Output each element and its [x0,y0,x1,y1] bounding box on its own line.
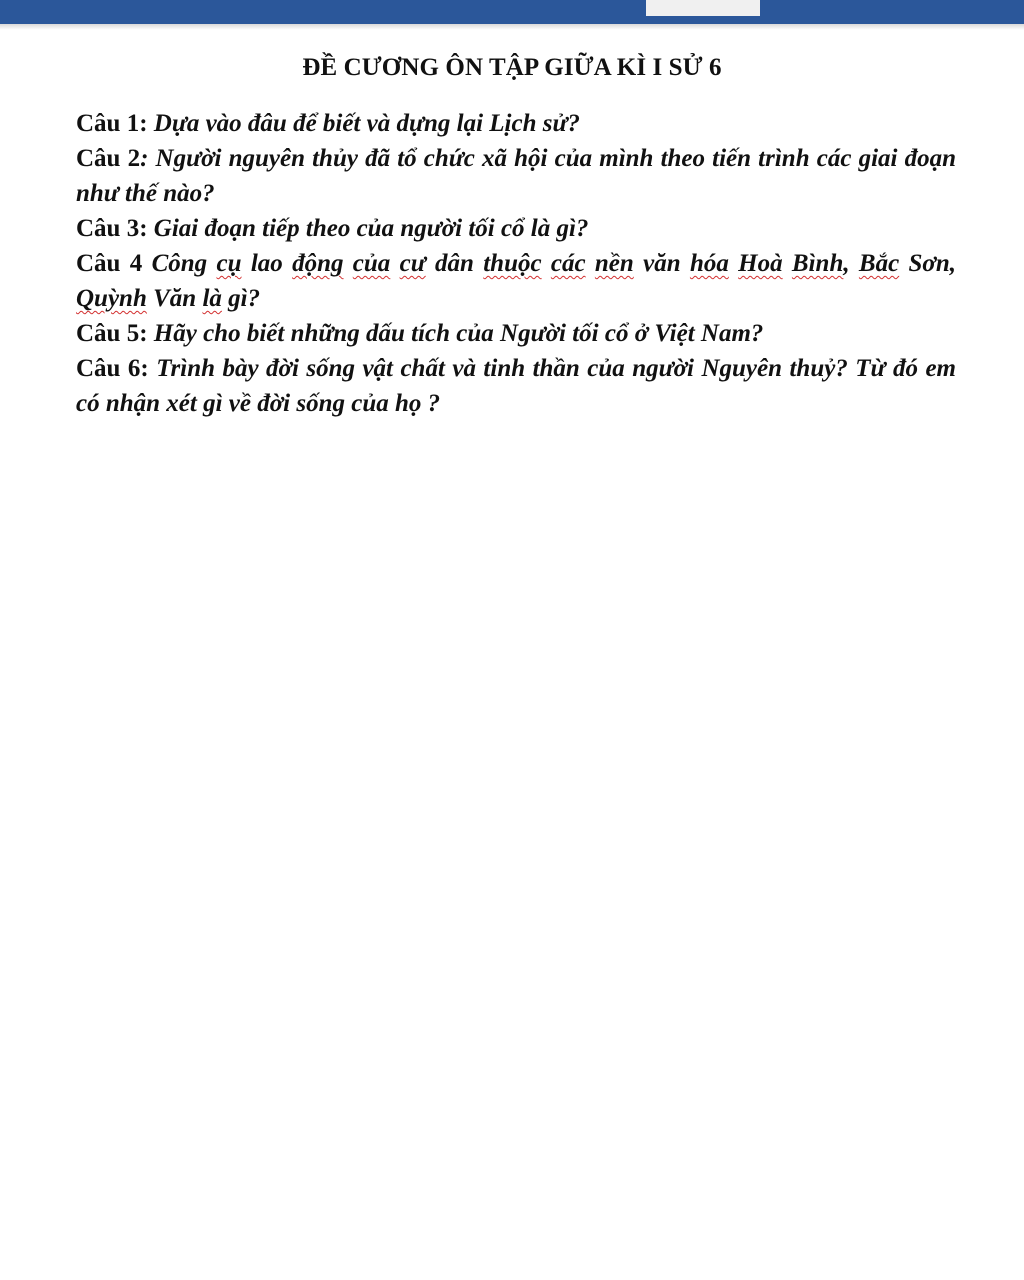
question-label: Câu 4 [76,250,152,277]
ribbon-tab[interactable] [646,0,760,16]
spell-check-word[interactable]: thuộc [483,250,542,277]
question-text: Hãy cho biết những dấu tích của Người tối cổ ở Việt Nam? [147,320,764,347]
text-run: , [843,250,859,277]
spell-check-word[interactable]: các [550,250,586,277]
spell-check-word[interactable]: động [292,250,344,277]
question-1 [76,106,956,141]
spell-check-word[interactable]: hóa [689,250,729,277]
text-run: Công [151,250,217,277]
question-label: Câu 3: [76,215,148,242]
text-run: dân [425,250,484,277]
text-run [586,250,595,277]
app-ribbon-bar [0,0,1024,24]
question-label: Câu 2 [76,145,141,172]
text-run: Sơn, [899,250,956,277]
question-text [76,250,956,312]
spell-check-word[interactable]: Bình [791,250,844,277]
spell-check-word[interactable]: cư [399,250,426,277]
spell-check-word[interactable]: cụ [216,250,242,277]
spell-check-word[interactable]: Quỳnh [76,285,147,312]
text-run: gì? [221,285,261,312]
spell-check-word[interactable]: nền [594,250,634,277]
question-3 [76,211,956,246]
question-6 [76,351,956,421]
text-run: Văn [146,285,203,312]
question-text: Trình bày đời sống vật chất và tinh thần của người Nguyên thuỷ? Từ đó em có nhận xét gì về đời sống của họ ? [76,355,956,417]
text-run: văn [633,250,690,277]
spell-check-word[interactable]: là [202,285,222,312]
spell-check-word[interactable]: Bắc [858,250,900,277]
text-run [390,250,399,277]
text-run [783,250,792,277]
document-title: ĐỀ CƯƠNG ÔN TẬP GIỮA KÌ I SỬ 6 [302,54,722,81]
spell-check-word[interactable]: của [352,250,391,277]
question-label: Câu 5: [76,320,148,347]
question-list [76,106,956,421]
text-run [343,250,352,277]
question-4 [76,246,956,316]
question-text: Giai đoạn tiếp theo của người tối cổ là gì? [147,215,589,242]
spell-check-word[interactable]: Hoà [738,250,783,277]
text-run [542,250,551,277]
question-text: Dựa vào đâu để biết và dựng lại Lịch sử? [147,110,580,137]
document-page [0,30,1024,1280]
question-label: Câu 6: [76,355,149,382]
question-5 [76,316,956,351]
text-run: lao [241,250,293,277]
question-text: : Người nguyên thủy đã tổ chức xã hội của mình theo tiến trình các giai đoạn như thế nào? [76,145,956,207]
text-run [729,250,738,277]
question-2 [76,141,956,211]
question-label: Câu 1: [76,110,148,137]
